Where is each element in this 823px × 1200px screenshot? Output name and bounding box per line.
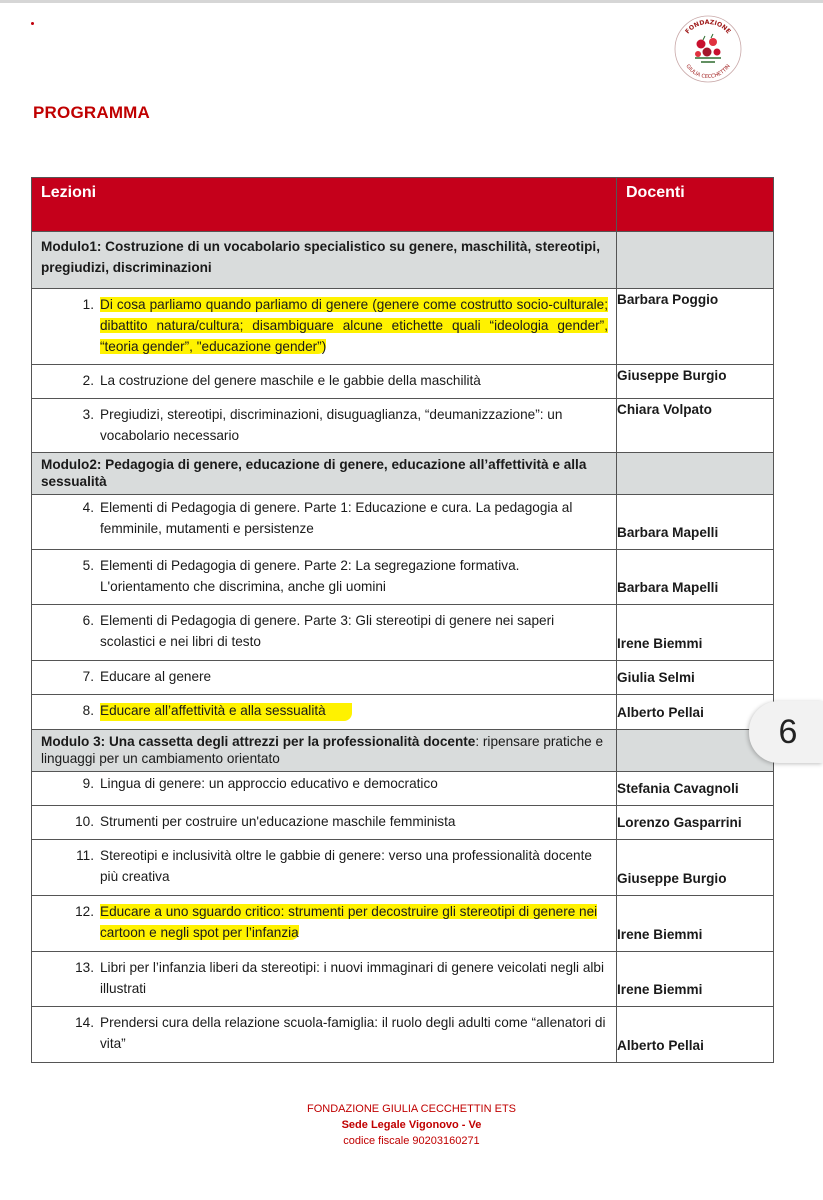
teacher-name: Barbara Poggio (617, 289, 774, 365)
page-number-badge: 6 (749, 701, 823, 763)
module-title: Modulo2: Pedagogia di genere, educazione di genere, educazione all’affettività e alla sessualità (32, 453, 617, 495)
lesson-text: Prendersi cura della relazione scuola-famiglia: il ruolo degli adulti come “allenatori di vita” (100, 1015, 606, 1051)
table-row (32, 289, 774, 365)
lesson-number: 10. (75, 814, 94, 829)
teacher-name: Irene Biemmi (617, 605, 774, 661)
lesson-number: 2. (82, 373, 94, 388)
column-header-teachers: Docenti (617, 178, 774, 232)
lesson-number: 7. (82, 669, 94, 684)
lesson-number: 4. (82, 500, 94, 515)
teacher-name: Chiara Volpato (617, 399, 774, 453)
table-row (32, 896, 774, 952)
table-row (32, 806, 774, 840)
lesson-text: Stereotipi e inclusività oltre le gabbie di genere: verso una professionalità docente più creativa (100, 848, 592, 884)
lesson-number: 11. (76, 848, 94, 863)
module-row (32, 453, 774, 495)
teacher-name: Alberto Pellai (617, 1007, 774, 1063)
table-row (32, 365, 774, 399)
module-row (32, 232, 774, 289)
footer-address: Sede Legale Vigonovo - Ve (341, 1119, 482, 1131)
foundation-logo (673, 14, 743, 84)
teacher-name: Irene Biemmi (617, 896, 774, 952)
red-dot (31, 22, 34, 25)
svg-text:FONDAZIONE: FONDAZIONE (684, 18, 732, 36)
table-row (32, 550, 774, 605)
lesson-number: 1. (82, 297, 94, 312)
lesson-number: 6. (82, 613, 94, 628)
teacher-name: Giuseppe Burgio (617, 840, 774, 896)
lesson-number: 14. (75, 1015, 94, 1030)
lesson-number: 12. (75, 904, 94, 919)
lesson-number: 3. (82, 407, 94, 422)
module-subtitle: : ripensare pratiche e linguaggi per un cambiamento orientato (41, 734, 604, 766)
footer-organization: FONDAZIONE GIULIA CECCHETTIN ETS (306, 1103, 517, 1115)
teacher-name: Lorenzo Gasparrini (617, 806, 774, 840)
column-header-lessons: Lezioni (32, 178, 617, 232)
lesson-text: Educare all’affettività e alla sessualità (100, 703, 352, 721)
svg-text:GIULIA CECCHETTIN: GIULIA CECCHETTIN (684, 63, 732, 81)
teacher-name: Alberto Pellai (617, 695, 774, 730)
lesson-text: Pregiudizi, stereotipi, discriminazioni, disuguaglianza, “deumanizzazione”: un vocabolario necessario (100, 407, 563, 443)
table-row (32, 840, 774, 896)
lesson-text: Educare a uno sguardo critico: strumenti per decostruire gli stereotipi di genere nei cartoon e negli spot per l’infanzia (100, 904, 598, 940)
module-row (32, 730, 774, 772)
teacher-name: Giuseppe Burgio (617, 365, 774, 399)
table-row (32, 661, 774, 695)
table-header-row (32, 178, 774, 232)
teacher-name: Barbara Mapelli (617, 550, 774, 605)
lesson-text: Elementi di Pedagogia di genere. Parte 2: La segregazione formativa. L'orientamento che discrimina, anche gli uomini (100, 558, 520, 594)
lesson-text: Di cosa parliamo quando parliamo di genere (genere come costrutto socio-culturale; dibattito natura/cultura; disambiguare alcune etichette quali “ideologia gender”, “teoria gender”, "educazione gender”) (100, 297, 608, 354)
lesson-text: Lingua di genere: un approccio educativo e democratico (100, 776, 438, 791)
teacher-name: Stefania Cavagnoli (617, 772, 774, 806)
lesson-number: 13. (75, 960, 94, 975)
teacher-name: Giulia Selmi (617, 661, 774, 695)
lesson-number: 8. (82, 703, 94, 718)
top-border (0, 0, 823, 3)
table-row (32, 1007, 774, 1063)
lesson-text: La costruzione del genere maschile e le gabbie della maschilità (100, 373, 481, 388)
table-row (32, 695, 774, 730)
teacher-name: Irene Biemmi (617, 952, 774, 1007)
lesson-text: Elementi di Pedagogia di genere. Parte 3: Gli stereotipi di genere nei saperi scolastici e nei libri di testo (100, 613, 555, 649)
footer (0, 1101, 823, 1149)
table-row (32, 495, 774, 550)
page-title: PROGRAMMA (33, 103, 151, 122)
module-title: Modulo1: Costruzione di un vocabolario specialistico su genere, maschilità, stereotipi, pregiudizi, discriminazioni (32, 232, 617, 289)
lesson-number: 5. (82, 558, 94, 573)
table-row (32, 952, 774, 1007)
table-row (32, 772, 774, 806)
program-table (31, 177, 774, 1063)
lesson-text: Libri per l’infanzia liberi da stereotipi: i nuovi immaginari di genere veicolati negli albi illustrati (100, 960, 604, 996)
footer-tax-code: codice fiscale 90203160271 (343, 1135, 480, 1147)
lesson-text: Elementi di Pedagogia di genere. Parte 1: Educazione e cura. La pedagogia al femminile, mutamenti e persistenze (100, 500, 573, 536)
lesson-text: Educare al genere (100, 669, 212, 684)
table-row (32, 605, 774, 661)
lesson-text: Strumenti per costruire un'educazione maschile femminista (100, 814, 456, 829)
table-row (32, 399, 774, 453)
lesson-number: 9. (82, 776, 94, 791)
module-title: Modulo 3: Una cassetta degli attrezzi per la professionalità docente (41, 734, 476, 749)
teacher-name: Barbara Mapelli (617, 495, 774, 550)
